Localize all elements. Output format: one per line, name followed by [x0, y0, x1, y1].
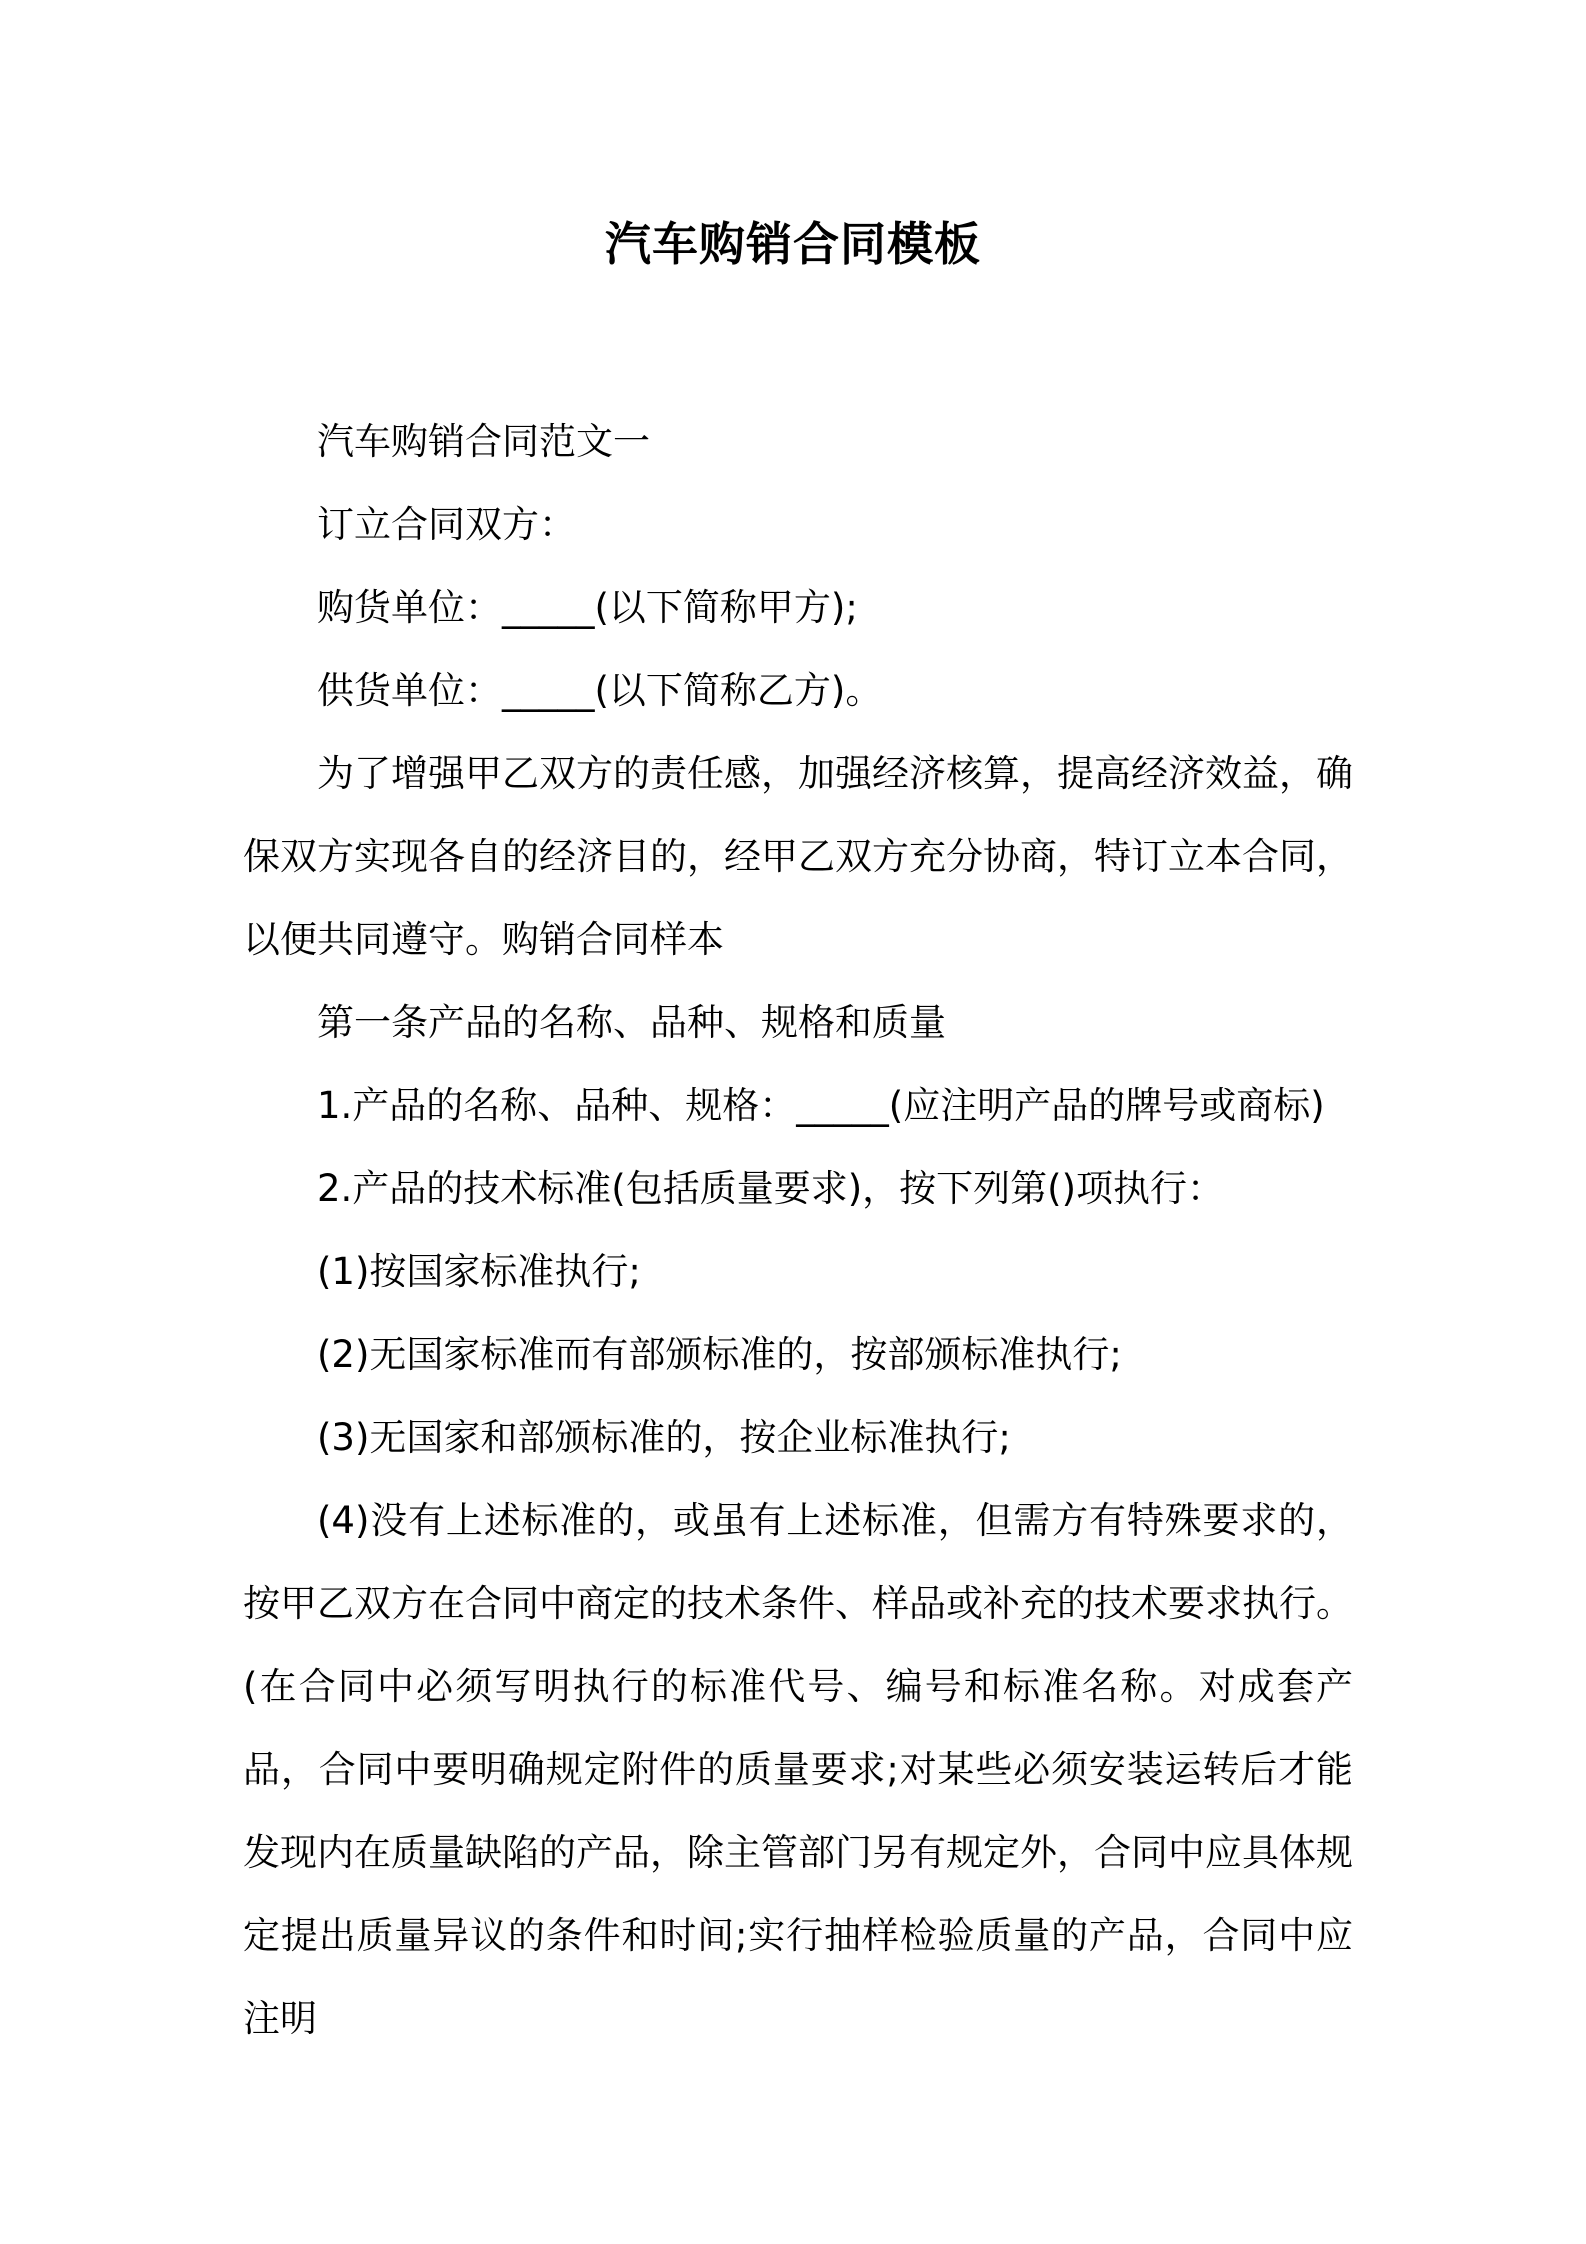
- paragraph-item-1: 1.产品的名称、品种、规格：_____(应注明产品的牌号或商标): [317, 1084, 1325, 1127]
- document-title: 汽车购销合同模板: [605, 217, 981, 271]
- paragraph-parties-intro: 订立合同双方：: [317, 503, 576, 546]
- paragraph-buyer: 购货单位：_____(以下简称甲方);: [317, 586, 858, 629]
- paragraph-article-one: 第一条产品的名称、品种、规格和质量: [317, 1001, 946, 1044]
- paragraph-section-heading: 汽车购销合同范文一: [317, 420, 650, 463]
- paragraph-subitem-2: (2)无国家标准而有部颁标准的，按部颁标准执行;: [317, 1333, 1122, 1376]
- paragraph-item-2: 2.产品的技术标准(包括质量要求)，按下列第()项执行：: [317, 1167, 1225, 1210]
- paragraph-purpose: 为了增强甲乙双方的责任感，加强经济核算，提高经济效益，确保双方实现各自的经济目的，经甲乙双方充分协商，特订立本合同，以便共同遵守。购销合同样本: [243, 752, 1353, 961]
- paragraph-subitem-4: (4)没有上述标准的，或虽有上述标准，但需方有特殊要求的，按甲乙双方在合同中商定的技术条件、样品或补充的技术要求执行。(在合同中必须写明执行的标准代号、编号和标准名称。对成套产品，合同中要明确规定附件的质量要求;对某些必须安装运转后才能发现内在质量缺陷的产品，除主管部门另有规定外，合同中应具体规定提出质量异议的条件和时间;实行抽样检验质量的产品，合同中应注明: [243, 1499, 1353, 2040]
- paragraph-subitem-1: (1)按国家标准执行;: [317, 1250, 641, 1293]
- paragraph-subitem-3: (3)无国家和部颁标准的，按企业标准执行;: [317, 1416, 1011, 1459]
- document-body: [243, 400, 1353, 2060]
- paragraph-supplier: 供货单位：_____(以下简称乙方)。: [317, 669, 883, 712]
